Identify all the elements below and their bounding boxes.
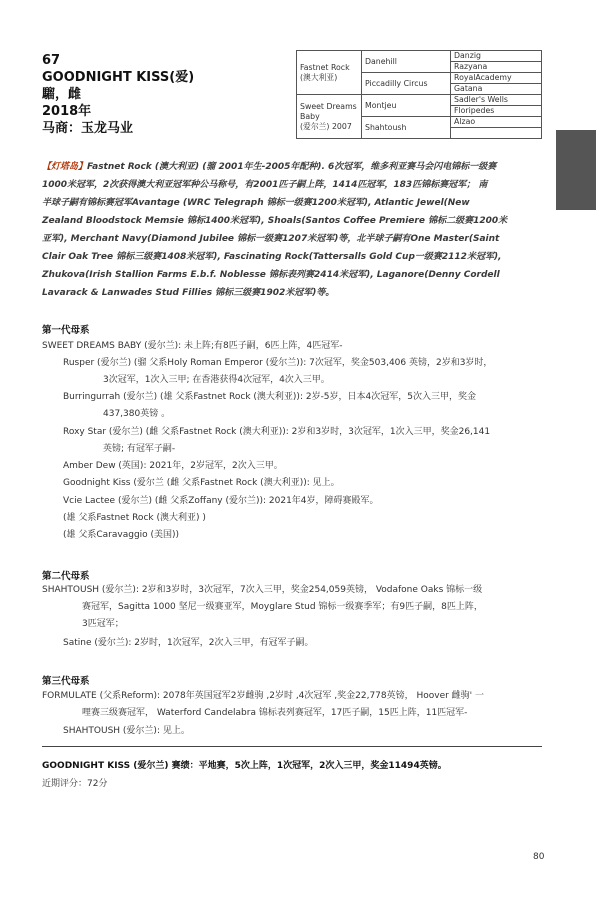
intro-line: 【灯塔岛】Fastnet Rock (澳大利亚) (骝 2001年生-2005年配种). 6次冠军，维多利亚赛马会闪电锦标一级赛 (42, 162, 497, 172)
horse-name: GOODNIGHT KISS(爱) (42, 70, 195, 85)
intro-line: Clair Oak Tree 锦标三级赛1408米冠军), Fascinating Rock(Tattersalls Gold Cup一级赛2112米冠军), (42, 252, 502, 262)
first-dam-line: Vcie Lactee (爱尔兰) (雌 父系Zoffany (爱尔兰)): 2021年4岁，障碍赛殿军。 (63, 496, 379, 506)
pedigree-sire-dam: Piccadilly Circus (362, 73, 451, 95)
second-dam-line: 赛冠军，Sagitta 1000 坚尼一级赛亚军，Moyglare Stud 锦标一级赛季军；有9匹子嗣，8匹上阵， (82, 602, 483, 612)
colour-sex: 騮，雌 (42, 87, 82, 102)
third-dam-line: SHAHTOUSH (爱尔兰): 见上。 (63, 726, 190, 736)
first-dam-line: Goodnight Kiss (爱尔兰 (雌 父系Fastnet Rock (澳大利亚)): 见上。 (63, 478, 340, 488)
lot-header (42, 52, 194, 137)
pedigree-cell: Gatana (451, 84, 542, 95)
lot-number: 67 (42, 53, 61, 68)
foaling-year: 2018年 (42, 104, 92, 119)
section-tab (556, 130, 596, 210)
pedigree-cell: Sadler's Wells (451, 95, 542, 106)
intro-line: 亚军), Merchant Navy(Diamond Jubilee 锦标一级赛1207米冠军)等，北半球子嗣有One Master(Saint (42, 234, 500, 244)
pedigree-sire: Fastnet Rock (澳大利亚) (297, 51, 362, 95)
intro-line: Zhukova(Irish Stallion Farms E.b.f. Noblesse 锦标表列赛2414米冠军), Laganore(Denny Cordell (42, 270, 500, 280)
rating: 近期评分：72分 (42, 779, 108, 789)
second-dam-line: SHAHTOUSH (爱尔兰): 2岁和3岁时，3次冠军，7次入三甲，奖金254,059英镑， Vodafone Oaks 锦标一级 (42, 585, 483, 595)
first-dam-line: 英镑; 有冠军子嗣- (103, 444, 176, 454)
pedigree-table (296, 50, 542, 139)
sire-intro (42, 158, 542, 302)
pedigree-cell: Danzig (451, 51, 542, 62)
pedigree-cell: RoyalAcademy (451, 73, 542, 84)
third-dam-line: FORMULATE (父系Reform): 2078年英国冠军2岁雌驹 ,2岁时 ,4次冠军 ,奖金22,778英镑， Hoover 雌驹' 一 (42, 691, 485, 701)
pedigree-dam-sire: Montjeu (362, 95, 451, 117)
first-dam-line: Roxy Star (爱尔兰) (雌 父系Fastnet Rock (澳大利亚)): 2岁和3岁时，3次冠军，1次入三甲，奖金26,141 (63, 427, 491, 437)
pedigree-cell: Alzao (451, 117, 542, 128)
first-dam-line: (雄 父系Fastnet Rock (澳大利亚) ) (63, 513, 206, 523)
first-dam-line: 3次冠军，1次入三甲; 在香港获得4次冠军，4次入三甲。 (103, 375, 330, 385)
buyer: 马商：玉龙马业 (42, 121, 134, 136)
first-dam-line: Amber Dew (英国): 2021年，2岁冠军，2次入三甲。 (63, 461, 283, 471)
page-number: 80 (533, 852, 545, 862)
intro-line: 半球子嗣有锦标赛冠军Avantage (WRC Telegraph 锦标一级赛1200米冠军), Atlantic Jewel(New (42, 198, 470, 208)
intro-lead: 【灯塔岛】 (42, 162, 88, 172)
first-dam-line: SWEET DREAMS BABY (爱尔兰): 未上阵;有8匹子嗣，6匹上阵，4匹冠军- (42, 341, 343, 351)
first-dam-heading: 第一代母系 (42, 325, 90, 336)
intro-line: 1000米冠军，2次获得澳大利亚冠军种公马称号，有2001匹子嗣上阵，1414匹冠军，183匹锦标赛冠军； 南 (42, 180, 488, 190)
pedigree-dam-dam: Shahtoush (362, 117, 451, 139)
second-dam-line: 3匹冠军； (82, 619, 124, 629)
intro-line: Lavarack & Lanwades Stud Fillies 锦标三级赛1902米冠军)等。 (42, 288, 335, 298)
first-dam-line: (雄 父系Caravaggio (美国)) (63, 530, 180, 540)
third-dam-line: 哩赛三级赛冠军， Waterford Candelabra 锦标表列赛冠军，17匹子嗣，15匹上阵，11匹冠军- (82, 708, 468, 718)
pedigree-dam: Sweet Dreams Baby (爱尔兰) 2007 (297, 95, 362, 139)
second-dam-line: Satine (爱尔兰): 2岁时，1次冠军，2次入三甲，有冠军子嗣。 (63, 638, 314, 648)
pedigree-sire-sire: Danehill (362, 51, 451, 73)
pedigree-cell-empty (451, 128, 542, 139)
first-dam-line: Burringurrah (爱尔兰) (雄 父系Fastnet Rock (澳大利亚)): 2岁-5岁，日本4次冠军，5次入三甲，奖金 (63, 392, 476, 402)
intro-line: Zealand Bloodstock Memsie 锦标1400米冠军), Shoals(Santos Coffee Premiere 锦标二级赛1200米 (42, 216, 508, 226)
pedigree-cell: Floripedes (451, 106, 542, 117)
first-dam-line: Rusper (爱尔兰) (骝 父系Holy Roman Emperor (爱尔兰)): 7次冠军，奖金503,406 英镑，2岁和3岁时， (63, 358, 493, 368)
race-record: GOODNIGHT KISS (爱尔兰) 赛绩：平地赛，5次上阵，1次冠军，2次入三甲，奖金11494英镑。 (42, 761, 447, 771)
first-dam-line: 437,380英镑 。 (103, 409, 171, 419)
pedigree-cell: Razyana (451, 62, 542, 73)
divider (42, 746, 542, 747)
second-dam-heading: 第二代母系 (42, 571, 90, 582)
third-dam-heading: 第三代母系 (42, 676, 90, 687)
